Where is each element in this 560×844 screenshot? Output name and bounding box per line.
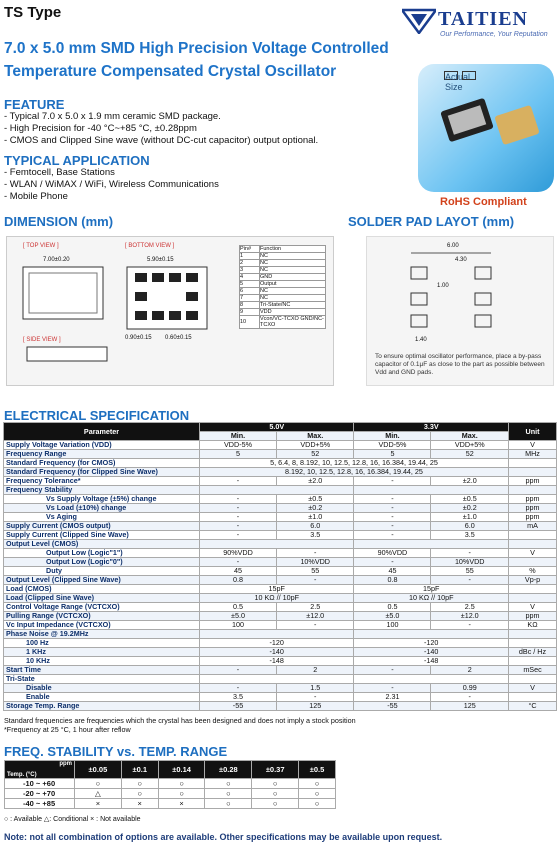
value-cell: 2 (431, 666, 509, 675)
availability-cell: ○ (252, 779, 299, 789)
temp-range-cell: -10 ~ +60 (5, 779, 75, 789)
param-cell: Output Level (CMOS) (4, 540, 200, 549)
value-span: 15pF (354, 585, 509, 594)
value-cell: 100 (354, 621, 431, 630)
pin-row (240, 267, 326, 274)
availability-cell: ○ (205, 799, 252, 809)
pin-function: NC (260, 267, 326, 274)
value-cell: ±5.0 (354, 612, 431, 621)
unit-cell: ppm (509, 513, 557, 522)
value-span: -140 (354, 648, 509, 657)
pin-function: Tri-State/NC (260, 302, 326, 309)
application-item: - WLAN / WiMAX / WiFi, Wireless Communications (4, 179, 219, 190)
unit-cell: mA (509, 522, 557, 531)
pin-number: 6 (240, 288, 260, 295)
value-span: -120 (200, 639, 354, 648)
value-cell: 10%VDD (431, 558, 509, 567)
value-cell: 100 (200, 621, 277, 630)
unit-cell: V (509, 603, 557, 612)
param-cell: 100 Hz (4, 639, 200, 648)
value-cell: ±0.2 (431, 504, 509, 513)
pin-function: NC (260, 260, 326, 267)
brand-tagline: Our Performance, Your Reputation (440, 31, 548, 38)
availability-cell: ○ (75, 779, 122, 789)
ppm-col: ±0.28 (205, 761, 252, 779)
value-cell: - (354, 684, 431, 693)
param-cell: Vs Aging (4, 513, 200, 522)
unit-cell: % (509, 567, 557, 576)
param-cell: Vs Load (±10%) change (4, 504, 200, 513)
value-cell: - (200, 477, 277, 486)
temp-range-cell: -20 ~ +70 (5, 789, 75, 799)
min-header: Min. (200, 432, 277, 441)
value-cell: VDD+5% (431, 441, 509, 450)
param-cell: Output Level (Clipped Sine Wave) (4, 576, 200, 585)
application-list (4, 167, 219, 203)
value-cell: - (277, 576, 354, 585)
value-cell: ±0.5 (431, 495, 509, 504)
pin-function: Vcon/VC-TCXO GND/NC-TCXO (260, 316, 324, 328)
application-item: - Mobile Phone (4, 191, 68, 202)
pin-row (240, 302, 326, 309)
value-span (354, 675, 509, 684)
value-span: -140 (200, 648, 354, 657)
bottom-view-label: [ BOTTOM VIEW ] (125, 243, 175, 249)
value-cell: - (354, 531, 431, 540)
corner-header (5, 761, 75, 779)
value-cell: -55 (200, 702, 277, 711)
freq-legend: ○ : Available △: Conditional × : Not available (4, 816, 141, 823)
value-cell: 0.99 (431, 684, 509, 693)
pin-number: 2 (240, 260, 260, 267)
param-cell: Load (Clipped Sine Wave) (4, 594, 200, 603)
value-cell: - (354, 558, 431, 567)
value-cell: ±2.0 (277, 477, 354, 486)
series-name: TS Type (4, 4, 62, 21)
pin-function: VDD (260, 309, 326, 316)
feature-item: - CMOS and Clipped Sine wave (without DC-cut capacitor) output optional. (4, 135, 319, 146)
value-cell: 5 (200, 450, 277, 459)
unit-cell: ppm (509, 495, 557, 504)
value-cell: 10%VDD (277, 558, 354, 567)
value-cell: - (200, 558, 277, 567)
param-cell: Enable (4, 693, 200, 702)
pin-number: 3 (240, 267, 260, 274)
value-cell: - (354, 513, 431, 522)
unit-cell: V (509, 441, 557, 450)
value-cell: ±12.0 (277, 612, 354, 621)
value-span: -148 (354, 657, 509, 666)
value-span: -148 (200, 657, 354, 666)
spec-row (4, 702, 557, 711)
pad-dim-2: 0.60±0.15 (165, 335, 192, 341)
unit-header: Unit (509, 423, 557, 441)
unit-cell: mSec (509, 666, 557, 675)
param-cell: Output Low (Logic"1") (4, 549, 200, 558)
top-view-label: [ TOP VIEW ] (23, 243, 59, 249)
value-span: 8.192, 10, 12.5, 12.8, 16, 16.384, 19.44, 25 (200, 468, 509, 477)
pin-number: 5 (240, 281, 260, 288)
pad-dim: 0.90±0.15 (125, 335, 152, 341)
value-cell: - (200, 684, 277, 693)
pad-layout-drawing (367, 237, 555, 353)
value-cell: 55 (431, 567, 509, 576)
pin-number: 9 (240, 309, 260, 316)
feature-list (4, 111, 318, 147)
freq-row (5, 799, 336, 809)
availability-cell: ○ (121, 779, 158, 789)
unit-cell (509, 585, 557, 594)
param-cell: Pulling Range (VCTCXO) (4, 612, 200, 621)
value-cell: 0.5 (200, 603, 277, 612)
bypass-note: To ensure optimal oscillator performance, place a by-pass capacitor of 0.1μF as close to the part as possible between Vdd and GND pads. (375, 353, 545, 376)
param-cell: Output Low (Logic"0") (4, 558, 200, 567)
pin-row (240, 281, 326, 288)
param-cell: Tri-State (4, 675, 200, 684)
pin-number: 8 (240, 302, 260, 309)
unit-cell: V (509, 684, 557, 693)
param-cell: 10 KHz (4, 657, 200, 666)
dimension-drawing (6, 236, 334, 386)
v33-header: 3.3V (354, 423, 509, 432)
value-span: 10 KΩ // 10pF (200, 594, 354, 603)
brand-name: TAITIEN (438, 8, 528, 30)
pin-row (240, 295, 326, 302)
availability-cell: ○ (158, 779, 205, 789)
taitien-logo-icon (402, 8, 436, 34)
ppm-col: ±0.37 (252, 761, 299, 779)
param-cell: Supply Current (Clipped Sine Wave) (4, 531, 200, 540)
spec-footnotes (4, 716, 356, 734)
spec-row (4, 666, 557, 675)
freq-row (5, 789, 336, 799)
unit-cell (509, 459, 557, 468)
value-span (200, 675, 354, 684)
value-cell: - (200, 666, 277, 675)
value-cell: 45 (200, 567, 277, 576)
pin-table (239, 245, 326, 329)
pin-row (240, 309, 326, 316)
value-cell: 125 (431, 702, 509, 711)
unit-cell: dBc / Hz (509, 648, 557, 657)
min-header: Min. (354, 432, 431, 441)
value-cell: 52 (277, 450, 354, 459)
freq-table (4, 760, 336, 809)
value-cell: VDD-5% (200, 441, 277, 450)
availability-cell: ○ (299, 789, 336, 799)
param-cell: Duty (4, 567, 200, 576)
pin-row (240, 288, 326, 295)
value-cell: - (277, 549, 354, 558)
max-header: Max. (277, 432, 354, 441)
product-photo (418, 64, 554, 192)
value-cell: 5 (354, 450, 431, 459)
unit-cell: V (509, 549, 557, 558)
pin-row (240, 316, 326, 329)
value-cell: ±0.5 (277, 495, 354, 504)
availability-cell: × (121, 799, 158, 809)
value-cell: ±5.0 (200, 612, 277, 621)
side-view-label: [ SIDE VIEW ] (23, 337, 61, 343)
unit-cell: Vp-p (509, 576, 557, 585)
dimension-heading: DIMENSION (mm) (4, 214, 114, 229)
value-cell: VDD-5% (354, 441, 431, 450)
chip-top-image (440, 98, 494, 143)
value-cell: 45 (354, 567, 431, 576)
spec-row (4, 657, 557, 666)
value-span: 10 KΩ // 10pF (354, 594, 509, 603)
footnote-2: *Frequency at 25 °C, 1 hour after reflow (4, 725, 131, 734)
availability-cell: △ (75, 789, 122, 799)
value-cell: 6.0 (277, 522, 354, 531)
spec-row (4, 477, 557, 486)
size-box-icon (462, 71, 476, 80)
pin-function: Output (260, 281, 326, 288)
spec-row (4, 684, 557, 693)
unit-cell (509, 531, 557, 540)
application-item: - Femtocell, Base Stations (4, 167, 115, 178)
value-cell: ±2.0 (431, 477, 509, 486)
param-header: Parameter (4, 423, 200, 441)
value-cell: 90%VDD (200, 549, 277, 558)
availability-cell: ○ (205, 779, 252, 789)
temp-range-cell: -40 ~ +85 (5, 799, 75, 809)
value-cell: 55 (277, 567, 354, 576)
value-span (200, 486, 354, 495)
value-cell: 0.8 (354, 576, 431, 585)
value-cell: 125 (277, 702, 354, 711)
value-cell: - (431, 576, 509, 585)
unit-cell: KΩ (509, 621, 557, 630)
pin-function: NC (260, 295, 326, 302)
freq-row (5, 779, 336, 789)
value-span: 5, 6.4, 8, 8.192, 10, 12.5, 12.8, 16, 16.384, 19.44, 25 (200, 459, 509, 468)
value-cell: - (200, 531, 277, 540)
param-cell: Vs Supply Voltage (±5%) change (4, 495, 200, 504)
spec-table (3, 422, 557, 711)
pin-number: 10 (240, 316, 260, 329)
value-cell: ±12.0 (431, 612, 509, 621)
unit-cell: ppm (509, 612, 557, 621)
value-cell: 3.5 (277, 531, 354, 540)
availability-cell: ○ (121, 789, 158, 799)
value-cell: ±0.2 (277, 504, 354, 513)
top-width-dim: 7.00±0.20 (43, 257, 70, 263)
availability-cell: ○ (252, 799, 299, 809)
value-cell: 90%VDD (354, 549, 431, 558)
pin-row (240, 260, 326, 267)
pin-row (240, 274, 326, 281)
bottom-width-dim: 5.90±0.15 (147, 257, 174, 263)
ppm-col: ±0.1 (121, 761, 158, 779)
solder-pad-heading: SOLDER PAD LAYOT (mm) (348, 214, 515, 229)
value-span: -120 (354, 639, 509, 648)
param-cell: Control Voltage Range (VCTCXO) (4, 603, 200, 612)
availability-cell: ○ (252, 789, 299, 799)
param-cell: Frequency Tolerance* (4, 477, 200, 486)
unit-cell: ppm (509, 504, 557, 513)
value-cell: - (200, 513, 277, 522)
value-cell: 2.5 (277, 603, 354, 612)
pad-dim-100: 1.00 (437, 283, 449, 289)
param-cell: 1 KHz (4, 648, 200, 657)
value-cell: 6.0 (431, 522, 509, 531)
value-cell: ±1.0 (277, 513, 354, 522)
pad-dim-140: 1.40 (415, 337, 427, 343)
application-heading: TYPICAL APPLICATION (4, 153, 150, 168)
temp-label: Temp. (°C) (7, 772, 37, 778)
value-cell: 2 (277, 666, 354, 675)
footnote-1: Standard frequencies are frequencies which the crystal has been designed and does not imply a stock position (4, 716, 356, 725)
value-span (354, 486, 509, 495)
availability-cell: ○ (158, 789, 205, 799)
value-cell: - (431, 621, 509, 630)
value-cell: - (431, 693, 509, 702)
pad-dim-600: 6.00 (447, 243, 459, 249)
value-cell: 3.5 (200, 693, 277, 702)
function-col-header: Function (260, 246, 326, 253)
value-cell: -55 (354, 702, 431, 711)
feature-item: - High Precision for -40 °C~+85 °C, ±0.28ppm (4, 123, 197, 134)
availability-cell: ○ (205, 789, 252, 799)
availability-cell: × (75, 799, 122, 809)
v5-header: 5.0V (200, 423, 354, 432)
max-header: Max. (431, 432, 509, 441)
unit-cell: MHz (509, 450, 557, 459)
pin-number: 7 (240, 295, 260, 302)
value-cell: - (200, 504, 277, 513)
ppm-col: ±0.5 (299, 761, 336, 779)
param-cell: Frequency Stability (4, 486, 200, 495)
param-cell: Frequency Range (4, 450, 200, 459)
param-cell: Supply Voltage Variation (VDD) (4, 441, 200, 450)
availability-cell: ○ (299, 779, 336, 789)
value-cell: - (431, 549, 509, 558)
value-cell: - (354, 495, 431, 504)
value-cell: 2.5 (431, 603, 509, 612)
value-cell: - (354, 504, 431, 513)
feature-heading: FEATURE (4, 97, 65, 112)
value-cell: - (354, 477, 431, 486)
value-cell: - (277, 693, 354, 702)
pin-row (240, 253, 326, 260)
actual-size-label: Actual Size (445, 72, 471, 93)
value-cell: 0.5 (354, 603, 431, 612)
value-cell: 3.5 (431, 531, 509, 540)
availability-cell: ○ (299, 799, 336, 809)
feature-item: - Typical 7.0 x 5.0 x 1.9 mm ceramic SMD package. (4, 111, 221, 122)
pin-col-header: Pin# (240, 246, 260, 253)
param-cell: Vc Input Impedance (VCTCXO) (4, 621, 200, 630)
value-cell: - (277, 621, 354, 630)
param-cell: Supply Current (CMOS output) (4, 522, 200, 531)
param-cell: Standard Frequency (for Clipped Sine Wave) (4, 468, 200, 477)
unit-cell: °C (509, 702, 557, 711)
value-cell: 2.31 (354, 693, 431, 702)
availability-cell: × (158, 799, 205, 809)
value-cell: - (200, 522, 277, 531)
value-cell: 1.5 (277, 684, 354, 693)
spec-row (4, 531, 557, 540)
value-cell: - (200, 495, 277, 504)
unit-cell (509, 630, 557, 639)
ppm-col: ±0.05 (75, 761, 122, 779)
bottom-note: Note: not all combination of options are available. Other specifications may be available upon request. (4, 832, 443, 842)
title-line-2: Temperature Compensated Crystal Oscillator (4, 63, 337, 80)
ppm-label: ppm (59, 761, 72, 767)
value-span: 15pF (200, 585, 354, 594)
value-cell: VDD+5% (277, 441, 354, 450)
param-cell: Phase Noise @ 19.2MHz (4, 630, 200, 639)
pad-dim-430: 4.30 (455, 257, 467, 263)
pin-number: 1 (240, 253, 260, 260)
param-cell: Start Time (4, 666, 200, 675)
param-cell: Disable (4, 684, 200, 693)
param-cell: Standard Frequency (for CMOS) (4, 459, 200, 468)
value-cell: 52 (431, 450, 509, 459)
freq-heading: FREQ. STABILITY vs. TEMP. RANGE (4, 744, 228, 759)
value-cell: ±1.0 (431, 513, 509, 522)
value-cell: - (354, 666, 431, 675)
param-cell: Load (CMOS) (4, 585, 200, 594)
brand-logo (402, 6, 552, 42)
spec-heading: ELECTRICAL SPECIFICATION (4, 408, 190, 423)
value-cell: 0.8 (200, 576, 277, 585)
unit-cell: ppm (509, 477, 557, 486)
chip-bottom-image (494, 105, 539, 145)
pin-function: GND (260, 274, 326, 281)
pin-function: NC (260, 253, 326, 260)
title-line-1: 7.0 x 5.0 mm SMD High Precision Voltage Controlled (4, 40, 389, 57)
value-cell: - (354, 522, 431, 531)
solder-pad-drawing (366, 236, 554, 386)
pin-number: 4 (240, 274, 260, 281)
pin-function: NC (260, 288, 326, 295)
ppm-col: ±0.14 (158, 761, 205, 779)
rohs-badge: RoHS Compliant (440, 196, 527, 208)
param-cell: Storage Temp. Range (4, 702, 200, 711)
